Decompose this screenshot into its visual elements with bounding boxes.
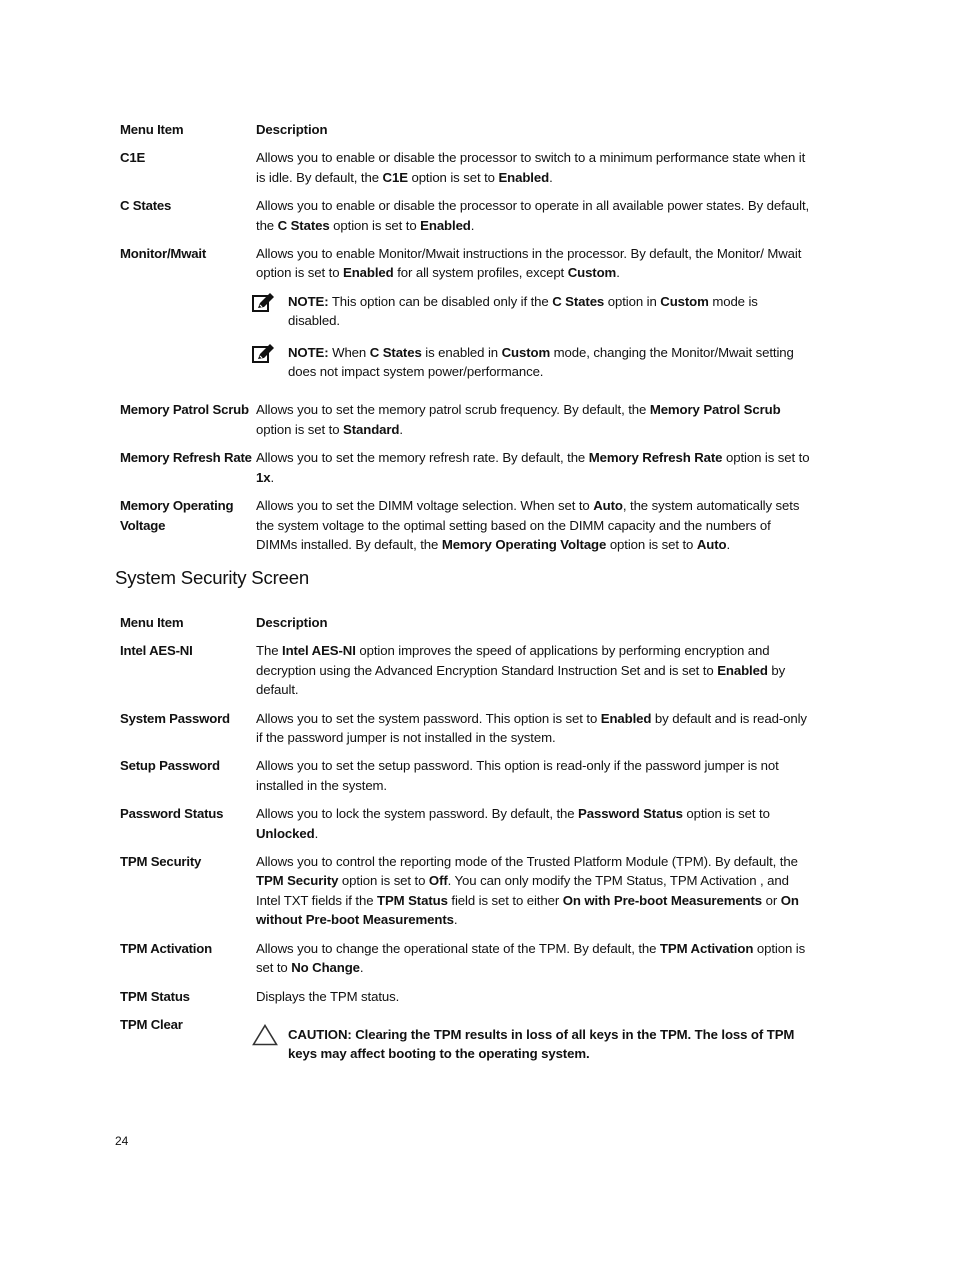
table-row xyxy=(120,939,810,978)
description-memory-refresh-rate: Allows you to set the memory refresh rate. By default, the Memory Refresh Rate option is set to 1x. xyxy=(256,450,810,485)
table-header xyxy=(120,120,810,139)
table-row xyxy=(120,244,810,381)
description-c1e: Allows you to enable or disable the processor to switch to a minimum performance state when it is idle. By default, the C1E option is set to Enabled. xyxy=(256,150,806,185)
table-row xyxy=(120,709,810,748)
header-menu-item: Menu Item xyxy=(120,122,184,137)
header-description: Description xyxy=(256,122,328,137)
pencil-note-icon xyxy=(252,293,274,313)
caution-text: CAUTION: Clearing the TPM results in loss of all keys in the TPM. The loss of TPM keys may affect booting to the operating system. xyxy=(288,1026,795,1062)
menu-item-c-states: C States xyxy=(120,198,172,214)
description-c-states: Allows you to enable or disable the processor to operate in all available power states. By default, the C States option is set to Enabled. xyxy=(256,198,810,233)
table-row xyxy=(120,804,810,843)
description-monitor-mwait: Allows you to enable Monitor/Mwait instructions in the processor. By default, the Monitor/ Mwait option is set to Enabled for all system profiles, except Custom. xyxy=(256,246,802,281)
table-row xyxy=(120,1015,810,1064)
system-security-table xyxy=(120,613,810,1064)
menu-item-intel-aes-ni: Intel AES-NI xyxy=(120,643,193,659)
header-description: Description xyxy=(256,615,328,630)
description-password-status: Allows you to lock the system password. By default, the Password Status option is set to Unlocked. xyxy=(256,806,770,841)
menu-item-tpm-status: TPM Status xyxy=(120,988,190,1004)
menu-item-tpm-security: TPM Security xyxy=(120,854,202,870)
menu-item-memory-refresh-rate: Memory Refresh Rate xyxy=(120,450,252,466)
page-number: 24 xyxy=(115,1134,129,1148)
menu-item-system-password: System Password xyxy=(120,710,230,726)
table-row xyxy=(120,148,810,187)
menu-item-password-status: Password Status xyxy=(120,806,224,822)
menu-item-monitor-mwait: Monitor/Mwait xyxy=(120,246,207,262)
table-row xyxy=(120,448,810,487)
note-block: NOTE: When C States is enabled in Custom mode, changing the Monitor/Mwait setting does not impact system power/performance. xyxy=(256,343,810,382)
table-header xyxy=(120,613,810,632)
caution-block xyxy=(256,1015,810,1064)
table-row xyxy=(120,496,810,554)
pencil-note-icon xyxy=(252,344,274,364)
description-system-password: Allows you to set the system password. This option is set to Enabled by default and is read-only if the password jumper is not installed in the system. xyxy=(256,710,807,746)
menu-item-setup-password: Setup Password xyxy=(120,758,220,774)
table-row xyxy=(120,641,810,699)
menu-item-c1e: C1E xyxy=(120,150,146,166)
table-row xyxy=(120,987,810,1006)
caution-triangle-icon xyxy=(252,1024,278,1046)
table-row xyxy=(120,196,810,235)
description-memory-patrol-scrub: Allows you to set the memory patrol scrub frequency. By default, the Memory Patrol Scrub option is set to Standard. xyxy=(256,402,781,437)
table-row xyxy=(120,852,810,930)
description-tpm-security: Allows you to control the reporting mode of the Trusted Platform Module (TPM). By default, the TPM Security option is set to Off. You can only modify the TPM Status, TPM Activation , and Intel TXT fields if the TPM Status field is set to either On with Pre-boot Measurements or On without Pre-boot Measurements. xyxy=(256,854,799,928)
menu-item-memory-operating-voltage: Memory Operating Voltage xyxy=(120,498,234,533)
header-menu-item: Menu Item xyxy=(120,615,184,630)
description-memory-operating-voltage: Allows you to set the DIMM voltage selection. When set to Auto, the system automatically sets the system voltage to the optimal setting based on the DIMM capacity and the numbers of DIMMs installed. By default, the Memory Operating Voltage option is set to Auto. xyxy=(256,498,800,552)
note-block: NOTE: This option can be disabled only if the C States option in Custom mode is disabled. xyxy=(256,292,810,331)
description-tpm-activation: Allows you to change the operational state of the TPM. By default, the TPM Activation option is set to No Change. xyxy=(256,940,806,976)
description-intel-aes-ni: The Intel AES-NI option improves the speed of applications by performing encryption and decryption using the Advanced Encryption Standard Instruction Set and is set to Enabled by default. xyxy=(256,643,786,698)
description-tpm-status: Displays the TPM status. xyxy=(256,988,400,1004)
table-row xyxy=(120,756,810,795)
menu-item-memory-patrol-scrub: Memory Patrol Scrub xyxy=(120,402,249,418)
table-row xyxy=(120,400,810,439)
menu-item-tpm-clear: TPM Clear xyxy=(120,1016,183,1032)
section-title: System Security Screen xyxy=(115,567,310,588)
menu-item-tpm-activation: TPM Activation xyxy=(120,940,212,956)
processor-settings-table xyxy=(120,120,810,554)
description-setup-password: Allows you to set the setup password. This option is read-only if the password jumper is not installed in the system. xyxy=(256,758,779,793)
